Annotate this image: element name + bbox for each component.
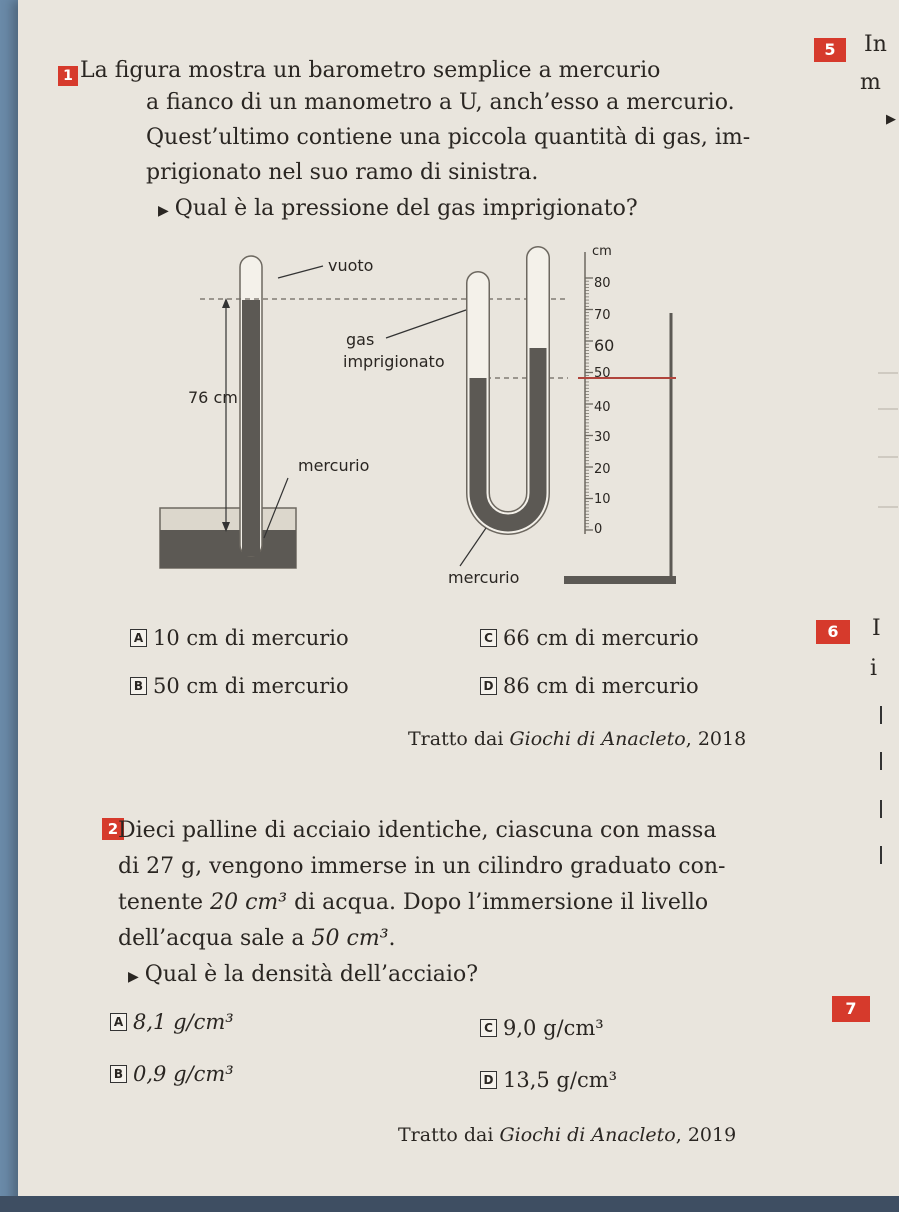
- q1-option-d[interactable]: [480, 674, 699, 698]
- basin-mercury: [160, 530, 296, 568]
- q6-option-box-4: [880, 846, 899, 864]
- stand-base: [564, 576, 676, 584]
- q2-option-d[interactable]: [480, 1068, 617, 1092]
- tick-60: 60: [594, 336, 615, 355]
- source-suffix: , 2018: [685, 728, 747, 750]
- tick-10: 10: [594, 492, 611, 507]
- q1-option-c[interactable]: [480, 626, 699, 650]
- q6-text-top: I: [872, 616, 881, 641]
- figure-svg: [148, 238, 688, 598]
- q2-text-line-1: Dieci palline di acciaio identiche, ciascuna con massa: [118, 818, 717, 843]
- q6-option-box-2: [880, 752, 899, 770]
- question-6-badge: 6: [816, 620, 850, 644]
- q2-question-text: Qual è la densità dell’acciaio?: [144, 962, 478, 987]
- tick-40: 40: [594, 400, 611, 415]
- barometer-manometer-figure: [148, 238, 688, 598]
- label-mercurio-u: mercurio: [448, 568, 520, 587]
- label-gas: gas: [346, 330, 375, 349]
- tick-0: 0: [594, 522, 603, 537]
- q2-option-b[interactable]: [110, 1062, 234, 1086]
- textbook-page: [18, 0, 899, 1212]
- scale-unit: cm: [592, 244, 612, 259]
- option-letter: B: [110, 1065, 127, 1083]
- option-text: 9,0 g/cm³: [503, 1016, 604, 1040]
- q1-text-line-2: a fianco di un manometro a U, anch’esso a mercurio.: [146, 90, 735, 115]
- source-prefix: Tratto dai: [398, 1124, 500, 1146]
- source-prefix: Tratto dai: [408, 728, 510, 750]
- option-letter: D: [480, 1071, 497, 1089]
- tick-20: 20: [594, 462, 611, 477]
- barometer-mercury-column: [242, 300, 260, 556]
- bullet-triangle-icon: ▶: [158, 203, 169, 219]
- q2-line3-value: 20 cm³: [210, 890, 288, 915]
- q6-text-second: i: [870, 656, 878, 681]
- option-letter: C: [480, 629, 497, 647]
- q2-option-a[interactable]: [110, 1010, 234, 1034]
- desk-edge: [0, 1196, 899, 1212]
- q1-option-b[interactable]: [130, 674, 349, 698]
- q1-question-text: Qual è la pressione del gas imprigionato?: [174, 196, 638, 221]
- option-letter: A: [130, 629, 147, 647]
- label-imprigionato: imprigionato: [343, 352, 445, 371]
- option-letter: D: [480, 677, 497, 695]
- question-1-badge: 1: [58, 66, 78, 86]
- q1-question: [158, 196, 638, 221]
- question-5-badge: 5: [814, 38, 846, 62]
- label-76cm: 76 cm: [188, 388, 238, 407]
- q1-text-line-3: Quest’ultimo contiene una piccola quantità di gas, im-: [146, 125, 751, 150]
- source-title: Giochi di Anacleto: [499, 1124, 676, 1146]
- q2-source: [398, 1124, 736, 1146]
- q2-question: [128, 962, 478, 987]
- tick-50: 50: [594, 366, 611, 381]
- question-2-badge: 2: [102, 818, 124, 840]
- q5-triangle-icon: ▶: [886, 112, 896, 127]
- option-letter: A: [110, 1013, 127, 1031]
- q2-line3-b: di acqua. Dopo l’immersione il livello: [287, 890, 709, 915]
- q2-line4-a: dell’acqua sale a: [118, 926, 312, 951]
- option-text: 10 cm di mercurio: [153, 626, 349, 650]
- q2-option-c[interactable]: [480, 1016, 604, 1040]
- u-tube-glass: [478, 258, 538, 523]
- source-title: Giochi di Anacleto: [509, 728, 686, 750]
- q1-text-line-4: prigionato nel suo ramo di sinistra.: [146, 160, 539, 185]
- option-text: 13,5 g/cm³: [503, 1068, 618, 1092]
- q1-text-line-1: La figura mostra un barometro semplice a mercurio: [80, 58, 661, 83]
- question-7-badge: 7: [832, 996, 870, 1022]
- tick-70: 70: [594, 308, 611, 323]
- gas-pointer: [386, 310, 466, 338]
- q5-text-top: In: [864, 32, 887, 57]
- label-mercurio-left: mercurio: [298, 456, 370, 475]
- q5-text-second: m: [860, 70, 881, 95]
- tick-80: 80: [594, 276, 611, 291]
- q2-line3-a: tenente: [118, 890, 211, 915]
- q2-line4-value: 50 cm³: [311, 926, 389, 951]
- vuoto-pointer: [278, 266, 323, 278]
- scale-ticks: [585, 278, 593, 530]
- bleed-line: [878, 456, 898, 458]
- q2-text-line-3: [118, 890, 708, 915]
- q6-option-box-1: [880, 706, 899, 724]
- q2-line4-b: .: [388, 926, 396, 951]
- option-text: 0,9 g/cm³: [133, 1062, 234, 1086]
- q1-source: [408, 728, 746, 750]
- option-text: 8,1 g/cm³: [133, 1010, 234, 1034]
- label-vuoto: vuoto: [328, 256, 374, 275]
- q2-text-line-4: [118, 926, 396, 951]
- option-text: 50 cm di mercurio: [153, 674, 349, 698]
- mercurio-u-pointer: [460, 528, 486, 566]
- bleed-line: [878, 372, 898, 374]
- tick-30: 30: [594, 430, 611, 445]
- option-letter: B: [130, 677, 147, 695]
- bullet-triangle-icon: ▶: [128, 969, 139, 985]
- bleed-line: [878, 408, 898, 410]
- q6-option-box-3: [880, 800, 899, 818]
- option-text: 66 cm di mercurio: [503, 626, 699, 650]
- option-letter: C: [480, 1019, 497, 1037]
- bleed-line: [878, 506, 898, 508]
- q1-option-a[interactable]: [130, 626, 349, 650]
- source-suffix: , 2019: [675, 1124, 737, 1146]
- q2-text-line-2: di 27 g, vengono immerse in un cilindro graduato con-: [118, 854, 726, 879]
- option-text: 86 cm di mercurio: [503, 674, 699, 698]
